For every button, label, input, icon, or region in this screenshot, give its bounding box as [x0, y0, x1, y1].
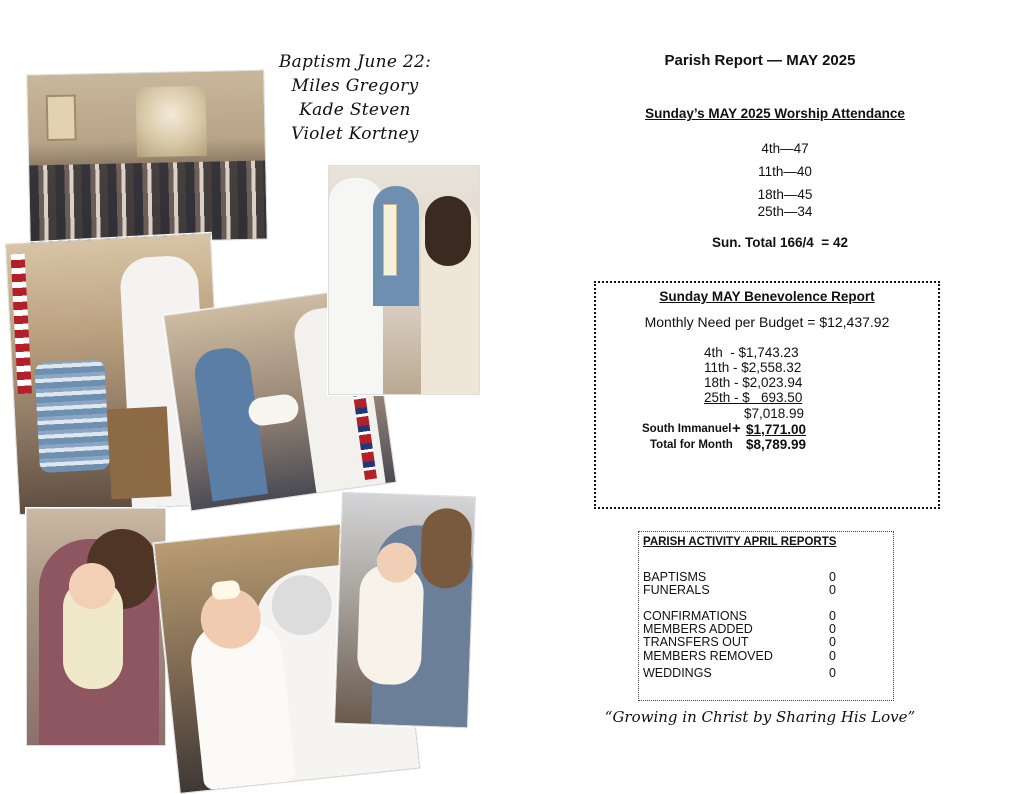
activity-row	[643, 570, 893, 584]
activity-row	[643, 609, 893, 623]
activity-value: 0	[829, 666, 836, 680]
photo-mother-with-baby-1	[26, 508, 166, 746]
parish-activity-box	[638, 531, 894, 701]
benevolence-week: 4th - $1,743.23	[704, 345, 799, 360]
baptism-name: Miles Gregory	[291, 76, 419, 96]
mother-hair	[425, 196, 471, 266]
infant-head	[69, 563, 115, 609]
activity-label: TRANSFERS OUT	[643, 635, 749, 649]
attendance-item: 4th—47	[761, 141, 809, 156]
benevolence-subtotal: $7,018.99	[744, 406, 805, 421]
congregation	[29, 161, 267, 244]
south-immanuel-value: $1,771.00	[746, 422, 807, 437]
activity-row	[643, 649, 893, 663]
attendance-total: Sun. Total 166/4 = 42	[712, 235, 848, 250]
attendance-heading: Sunday’s MAY 2025 Worship Attendance	[645, 106, 905, 121]
altar	[136, 86, 207, 157]
attendance-list	[700, 140, 870, 220]
activity-label: WEDDINGS	[643, 666, 712, 680]
baptism-name: Violet Kortney	[291, 124, 419, 144]
benevolence-week: 18th - $2,023.94	[704, 375, 803, 390]
activity-value: 0	[829, 583, 836, 597]
benevolence-report-box	[594, 281, 940, 509]
attendance-item: 25th—34	[757, 204, 813, 219]
plus-sign: +	[732, 420, 741, 437]
boy-plaid-shirt	[34, 360, 110, 474]
parish-motto: “Growing in Christ by Sharing His Love”	[604, 708, 916, 726]
benevolence-week: 25th - $ 693.50	[704, 390, 803, 405]
attendance-item: 11th—40	[758, 164, 812, 179]
activity-label: CONFIRMATIONS	[643, 609, 747, 623]
total-month-value: $8,789.99	[746, 437, 807, 452]
baptismal-candle	[383, 204, 397, 276]
activity-label: FUNERALS	[643, 583, 710, 597]
mother-hair	[420, 508, 473, 590]
photo-family-at-font	[328, 165, 480, 395]
photo-sanctuary-congregation	[26, 70, 268, 245]
activity-heading: PARISH ACTIVITY APRIL REPORTS	[643, 536, 837, 548]
baptism-caption	[270, 50, 440, 146]
activity-value: 0	[829, 635, 836, 649]
baptism-heading: Baptism June 22:	[278, 52, 432, 72]
activity-row	[643, 622, 893, 636]
activity-label: MEMBERS REMOVED	[643, 649, 773, 663]
activity-row	[643, 666, 893, 680]
monthly-need: Monthly Need per Budget = $12,437.92	[644, 314, 890, 330]
flag	[11, 254, 32, 395]
page-title: Parish Report — MAY 2025	[664, 52, 856, 69]
activity-value: 0	[829, 622, 836, 636]
baptismal-font	[107, 406, 172, 499]
church-window	[46, 94, 77, 141]
south-immanuel-label: South Immanuel	[642, 423, 732, 435]
total-month-label: Total for Month	[650, 439, 733, 451]
benevolence-week: 11th - $2,558.32	[704, 360, 802, 375]
activity-label: MEMBERS ADDED	[643, 622, 753, 636]
activity-row	[643, 583, 893, 597]
activity-value: 0	[829, 649, 836, 663]
baptism-name: Kade Steven	[299, 100, 411, 120]
attendance-item: 18th—45	[757, 187, 813, 202]
activity-value: 0	[829, 609, 836, 623]
activity-value: 0	[829, 570, 836, 584]
activity-label: BAPTISMS	[643, 570, 707, 584]
photo-mother-with-baby-2	[334, 492, 476, 729]
infant	[247, 393, 300, 428]
benevolence-heading: Sunday MAY Benevolence Report	[659, 289, 875, 304]
activity-row	[643, 635, 893, 649]
